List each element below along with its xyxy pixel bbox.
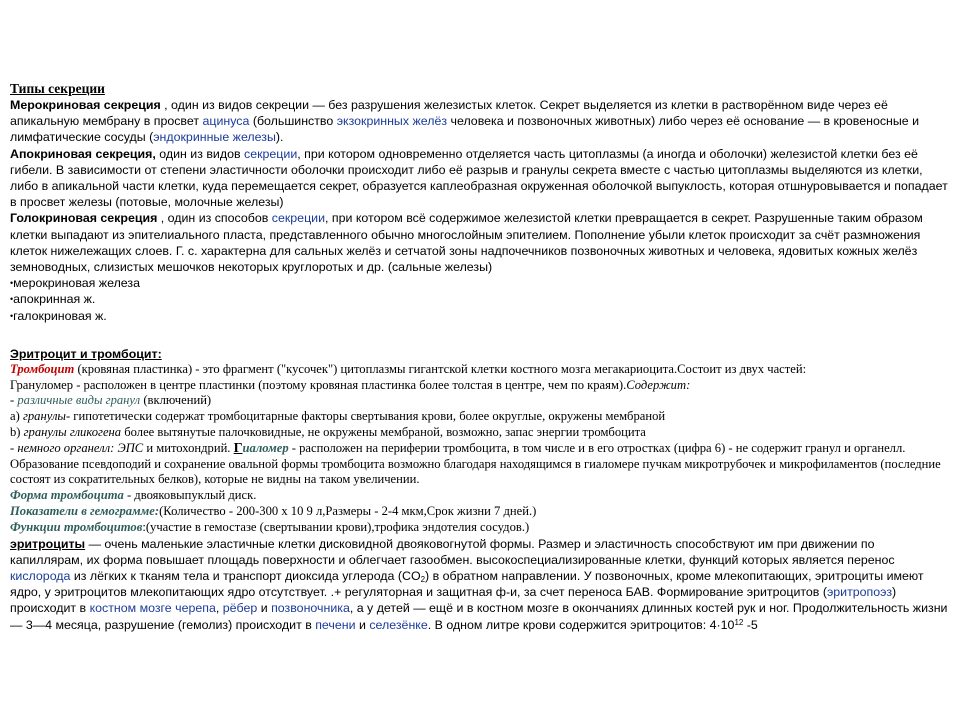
link-liver[interactable]: печени — [315, 617, 356, 632]
beta-marker: b) — [10, 425, 24, 440]
spacer — [10, 324, 950, 346]
apocrine-text-2: , при котором одновременно отделяется часть цитоплазмы (а иногда и оболочки) железистой клетки без её гибели. В зависимости от степени эластичности оболочки происходит либо её разрыв и гранулы секрета вместе с частью цитоплазмы выделяются из клетки, либо в апикальной части клетки, куда перемещается секрет, образуется каплеобразная окруженная оболочкой выпуклость, которая отшнуровывается и попадает в просвет железы (потовые, молочные железы) — [10, 146, 948, 210]
holocrine-paragraph — [10, 210, 950, 275]
link-exocrine-glands[interactable]: экзокринных желёз — [336, 114, 448, 129]
alpha-text: - гипотетически содержат тромбоцитарные факторы свертывания крови, более округлые, окружены мембраной — [65, 409, 666, 424]
functions-text: :(участие в гемостазе (свертывании крови),трофика эндотелия сосудов.) — [142, 519, 530, 534]
granulomere-contains: Содержит: — [626, 377, 691, 392]
list-item — [10, 308, 950, 324]
count-exponent: 12 — [734, 617, 744, 627]
granules-text: (включений) — [140, 393, 212, 408]
list-item — [10, 291, 950, 307]
organelles-paragraph — [10, 441, 950, 488]
hyalomere-term: иаломер — [242, 440, 289, 455]
holocrine-term: Голокриновая секреция — [10, 211, 158, 226]
apocrine-term: Апокриновая секреция, — [10, 146, 156, 161]
merocrine-text-4: ). — [275, 130, 284, 145]
hemogram-term: Показатели в гемограмме: — [10, 504, 160, 519]
secretion-title: Типы секреции — [10, 81, 105, 96]
list-item-label: галокриновая ж. — [13, 308, 107, 323]
granules-line — [10, 393, 950, 409]
organelles-term: немного органелл: ЭПС — [17, 440, 144, 455]
merocrine-text-2: (большинство — [249, 114, 337, 129]
rbc-text-3: ) в обратном направлении. У позвоночных, кроме млекопитающих, эритроциты имеют ядро, у эритроцитов млекопитающих ядро отсутствует. .+ регуляторная и защитная ф-и, за счет переноса БАВ. Формирование эритроцитов ( — [10, 569, 924, 600]
co2-subscript: 2 — [420, 575, 426, 585]
rbc-text-6: и — [257, 601, 272, 616]
granulomere-text: Грануломер - расположен в центре пластинки (поэтому кровяная пластинка более толстая в центре, чем по краям). — [10, 377, 627, 392]
link-spine[interactable]: позвоночника — [271, 601, 350, 616]
beta-text: более вытянутые палочковидные, не окружены мембраной, возможно, запас энергии тромбоцита — [121, 425, 646, 440]
alpha-granules-line — [10, 409, 950, 425]
functions-line — [10, 520, 950, 536]
merocrine-term: Мерокриновая секреция — [10, 98, 161, 112]
platelet-intro-text: (кровяная пластинка) - это фрагмент ("кусочек") цитоплазмы гигантской клетки костного мозга мегакариоцита.Состоит из двух частей: — [74, 361, 807, 376]
merocrine-text-3: человека и позвоночных животных) либо через её основание — в кровеносные и лимфатические сосуды ( — [10, 114, 920, 145]
alpha-marker: а) — [10, 409, 23, 424]
apocrine-text-1: один из видов — [155, 146, 245, 161]
granules-dash: - — [10, 393, 18, 408]
beta-term: гранулы гликогена — [23, 425, 122, 440]
blood-title: Эритроцит и тромбоцит: — [10, 346, 162, 361]
hyalomere-initial: Г — [233, 440, 243, 456]
platelet-intro — [10, 362, 950, 378]
holocrine-text-1: , один из способов — [157, 211, 272, 226]
hyalomere-text: - расположен на периферии тромбоцита, в том числе и в его отростках (цифра 6) - не содержит гранул и органелл. Образование псевдоподий и сохранение овальной формы тромбоцита возможно благодаря находящимся в гиаломере пучкам микротрубочек и микрофиламентов (последние состоят из сократительных белков), которые не видны на таком увеличении. — [10, 440, 941, 487]
rbc-text-5: , — [215, 601, 223, 616]
link-ribs[interactable]: рёбер — [222, 601, 258, 616]
organelles-dash: - — [10, 440, 18, 455]
rbc-text-7: , а у детей — ещё и в костном мозге в окончаниях длинных костей рук и ног. Продолжительность жизни — 3—4 месяца, разрушение (гемолиз) происходит в — [10, 601, 948, 632]
granulomere-line — [10, 378, 950, 394]
rbc-text-9: . В одном литре крови содержится эритроцитов: 4·10 — [427, 617, 735, 632]
merocrine-text-1: , один из видов секреции — без разрушения железистых клеток. Секрет выделяется из клетки в растворённом виде через её апикальную мембрану в просвет — [10, 98, 888, 129]
link-skull-bone-marrow[interactable]: костном мозге черепа — [89, 601, 216, 616]
apocrine-paragraph — [10, 146, 950, 211]
platelet-shape-line — [10, 488, 950, 504]
glycogen-granules-line — [10, 425, 950, 441]
shape-text: - двояковыпуклый диск. — [123, 488, 257, 503]
link-oxygen[interactable]: кислорода — [10, 569, 71, 584]
rbc-text-8: и — [355, 617, 370, 632]
document-page — [10, 80, 950, 633]
link-secretion-2[interactable]: секреции — [271, 211, 326, 226]
hemogram-line — [10, 504, 950, 520]
link-secretion[interactable]: секреции — [244, 146, 298, 161]
granules-term: различные виды гранул — [17, 393, 141, 408]
rbc-text-2: из лёгких к тканям тела и транспорт диоксида углерода (CO — [70, 569, 421, 584]
link-erythropoiesis[interactable]: эритропоэз — [826, 585, 893, 600]
functions-term: Функции тромбоцитов — [10, 519, 143, 534]
list-item-label: мерокриновая железа — [13, 276, 140, 291]
hemogram-text: (Количество - 200-300 х 10 9 л,Размеры - 2-4 мкм,Срок жизни 7 дней.) — [159, 504, 537, 519]
erythrocytes-paragraph — [10, 536, 950, 633]
link-spleen[interactable]: селезёнке — [369, 617, 428, 632]
link-acinus[interactable]: ацинуса — [202, 114, 250, 129]
rbc-text-1: — очень маленькие эластичные клетки дисковидной двояковогнутой формы. Размер и эластичность способствуют им при движении по капиллярам, их форма повышает площадь поверхности и облегчает газообмен. высокоспециализированные клетки, функций которых является перенос — [10, 536, 895, 567]
link-endocrine-glands[interactable]: эндокринные железы — [153, 130, 276, 145]
erythrocytes-term: эритроциты — [10, 536, 86, 551]
organelles-text: и митохондрий. — [143, 440, 234, 455]
platelet-term: Тромбоцит — [10, 361, 75, 376]
rbc-text-10: -5 — [743, 617, 758, 632]
rbc-text-4: ) происходит в — [10, 585, 897, 616]
holocrine-text-2: , при котором всё содержимое железистой клетки превращается в секрет. Разрушенные таким образом клетки выпадают из эпителиального пласта, представленного обычно многослойным эпителием. Пополнение убыли клеток происходит за счёт размножения клеток нижележащих слоев. Г. с. характерна для сальных желёз и сетчатой зоны надпочечников позвоночных животных и человека, ядовитых кожных желёз земноводных, слизистых мешочков некоторых круглоротых и др. (сальные железы) — [10, 211, 923, 275]
alpha-term: гранулы — [22, 409, 66, 424]
shape-term: Форма тромбоцита — [10, 488, 124, 503]
list-item-label: апокринная ж. — [13, 292, 96, 307]
merocrine-paragraph — [10, 97, 950, 146]
list-item — [10, 275, 950, 291]
